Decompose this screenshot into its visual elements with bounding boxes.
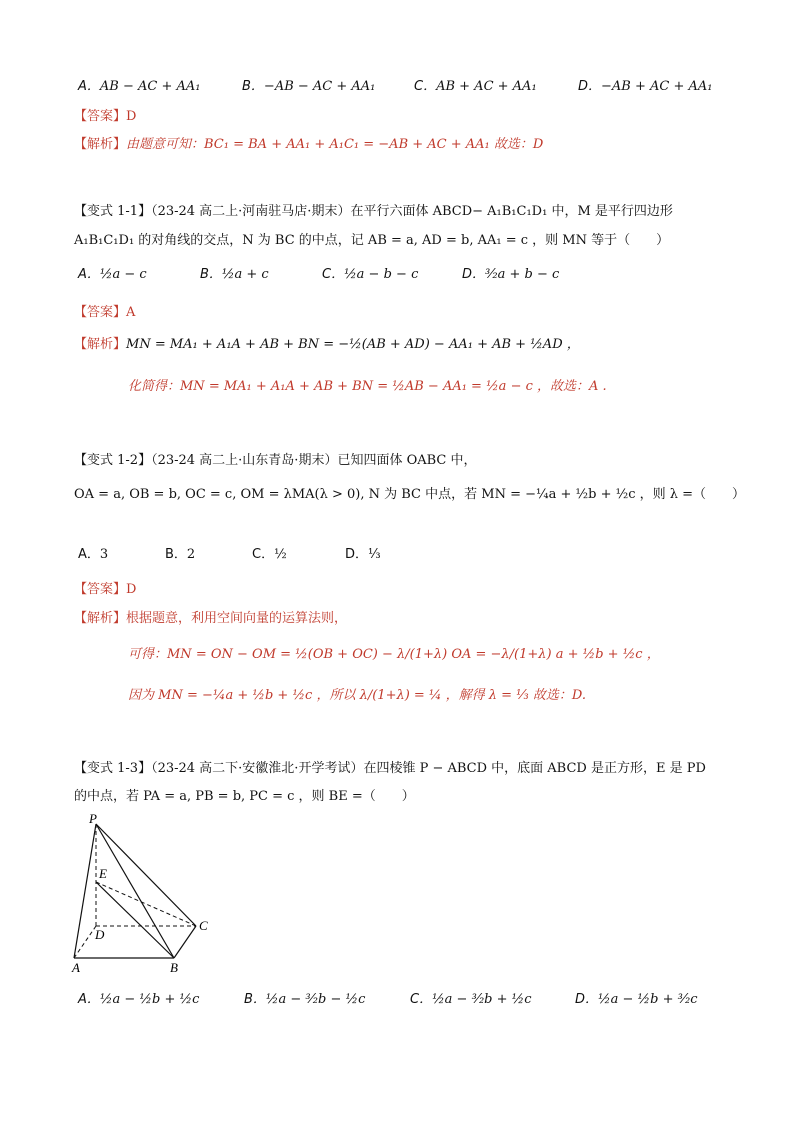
label-d: D	[95, 927, 105, 942]
label-a: A	[72, 960, 80, 975]
v11-option-d: D．³⁄₂a + b − c	[462, 267, 560, 282]
label-b: B	[170, 960, 178, 975]
v12-analysis-1: 【解析】根据题意，利用空间向量的运算法则，	[74, 611, 348, 626]
v11-analysis-2: 化简得：MN = MA₁ + A₁A + AB + BN = ½AB − AA₁ = ½a − c ，故选：A .	[128, 379, 607, 394]
pyramid-diagram	[66, 812, 226, 977]
option-c: C．AB + AC + AA₁	[414, 79, 537, 94]
v12-option-d: D．⅓	[345, 547, 381, 562]
label-c: C	[199, 918, 208, 933]
label-e: E	[99, 866, 107, 881]
v11-analysis-1: 【解析】MN = MA₁ + A₁A + AB + BN = −½(AB + AD) − AA₁ + AB + ½AD ，	[74, 337, 580, 352]
label-p: P	[89, 812, 97, 826]
option-b: B．−AB − AC + AA₁	[242, 79, 376, 94]
option-a: A．AB − AC + AA₁	[78, 79, 201, 94]
v11-option-b: B．½a + c	[200, 267, 269, 282]
v12-option-c: C．½	[252, 547, 287, 562]
v13-option-b: B．½a − ³⁄₂b − ½c	[244, 992, 366, 1007]
v13-option-c: C．½a − ³⁄₂b + ½c	[410, 992, 532, 1007]
v12-option-a: A．3	[78, 547, 109, 562]
v13-option-d: D．½a − ½b + ³⁄₂c	[575, 992, 698, 1007]
variant-1-2-line2: OA = a, OB = b, OC = c, OM = λMA(λ > 0), N 为 BC 中点，若 MN = −¼a + ½b + ½c ，则 λ =（ ）	[74, 487, 745, 502]
answer-line: 【答案】D	[74, 109, 137, 124]
variant-1-2-header: 【变式 1-2】（23-24 高二上·山东青岛·期末）已知四面体 OABC 中，	[74, 453, 477, 468]
v11-option-c: C．½a − b − c	[322, 267, 419, 282]
variant-1-1-line2: A₁B₁C₁D₁ 的对角线的交点，N 为 BC 的中点，记 AB = a, AD = b, AA₁ = c ，则 MN 等于（ ）	[74, 233, 670, 248]
v12-analysis-2: 可得：MN = ON − OM = ½(OB + OC) − λ/(1+λ) OA = −λ/(1+λ) a + ½b + ½c ，	[128, 647, 660, 662]
option-d: D．−AB + AC + AA₁	[578, 79, 713, 94]
variant-1-1-header: 【变式 1-1】（23-24 高二上·河南驻马店·期末）在平行六面体 ABCD− A₁B₁C₁D₁ 中，M 是平行四边形	[74, 204, 673, 219]
variant-1-3-header: 【变式 1-3】（23-24 高二下·安徽淮北·开学考试）在四棱锥 P − ABCD 中，底面 ABCD 是正方形，E 是 PD	[74, 761, 706, 776]
v12-option-b: B．2	[165, 547, 196, 562]
v12-analysis-3: 因为 MN = −¼a + ½b + ½c ，所以 λ/(1+λ) = ¼ ，解得 λ = ⅓ 故选：D.	[128, 688, 587, 703]
variant-1-3-line2: 的中点，若 PA = a, PB = b, PC = c ，则 BE =（ ）	[74, 789, 415, 804]
v12-answer: 【答案】D	[74, 582, 137, 597]
v11-answer: 【答案】A	[74, 305, 136, 320]
analysis-line: 【解析】由题意可知：BC₁ = BA + AA₁ + A₁C₁ = −AB + AC + AA₁ 故选：D	[74, 137, 544, 152]
v11-option-a: A．½a − c	[78, 267, 147, 282]
v13-option-a: A．½a − ½b + ½c	[78, 992, 200, 1007]
